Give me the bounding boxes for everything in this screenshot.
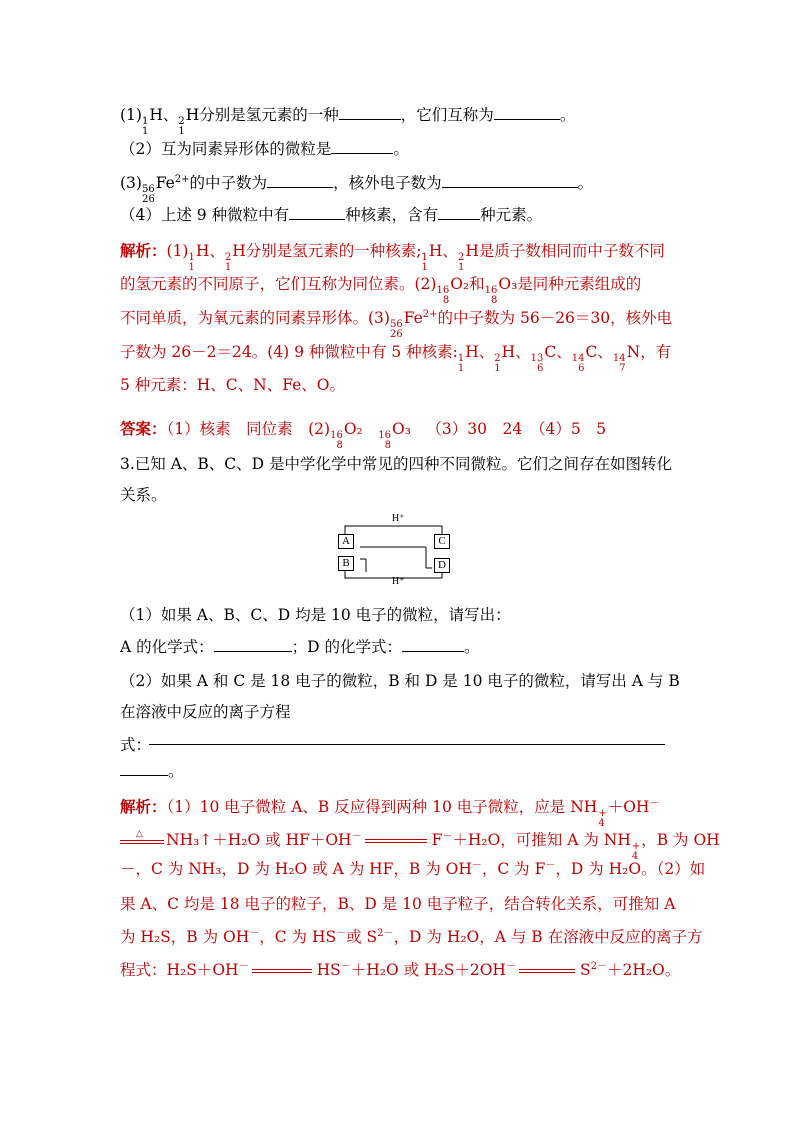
answer-blank[interactable]	[442, 173, 578, 188]
question-2-part-3: (3) 56 26 $Fe^{2+}$的中子数为 ，核外电子数为 。	[120, 173, 594, 205]
isotope-fe: 56 26 $Fe^{2+}$	[141, 173, 190, 205]
answer-1: 答案：（1）核素 同位素 (2) 16 8 O₂ 16 8 O₃ （3）30 24 （4）5 5	[120, 419, 607, 451]
equilibrium-sign-heat: △	[120, 833, 166, 849]
analysis-2-line-3: －，C 为 NH₃，D 为 H₂O 或 A 为 HF，B 为 OH－，C 为 F－，D 为 H₂O。（2）如	[120, 859, 706, 878]
conversion-diagram	[330, 512, 460, 590]
diagram-node-b: B	[338, 556, 354, 571]
question-3-part-2-line-2: 在溶液中反应的离子方程	[120, 703, 291, 721]
diagram-node-a: A	[338, 534, 354, 549]
answer-blank[interactable]	[289, 205, 345, 220]
diagram-node-d: D	[434, 558, 450, 573]
answer-blank[interactable]	[331, 139, 393, 154]
analysis-label: 解析：	[120, 797, 167, 816]
isotope-h2: 2 1 H	[178, 106, 200, 137]
question-3-line-1: 3.已知 A、B、C、D 是中学化学中常见的四种不同微粒。它们之间存在如图转化	[120, 455, 673, 473]
analysis-2-line-5: 为 H₂S，B 为 OH－，C 为 HS－或 $S^{2-}$，D 为 H₂O，A 与 B 在溶液中反应的离子方	[120, 927, 703, 946]
answer-blank[interactable]	[402, 637, 464, 652]
analysis-2-line-6: 程式：H₂S＋OH－ HS－＋H₂O 或 H₂S＋2OH－ $S^{2-}+2H_2O$。	[120, 960, 681, 979]
analysis-1-line-1: 解析：(1) 1 1 H、 2 1 H分别是氢元素的一种核素; 1 1 H、 2 1 H是质子数相同而中子数不同	[120, 241, 665, 273]
question-3-part-2-line-3: 式：	[120, 736, 152, 754]
analysis-1-line-3: 不同单质，为氧元素的同素异形体。(3) 56 26 $Fe^{2+}$的中子数为 56－26＝30，核外电	[120, 308, 673, 340]
question-3-line-2: 关系。	[120, 486, 167, 504]
question-3-part-2-line-4: 。	[120, 760, 184, 782]
answer-blank[interactable]	[120, 761, 168, 776]
analysis-1-line-4: 子数为 26－2＝24。(4) 9 种微粒中有 5 种核素: 1 1 H、 2 1 H、 13 6 C、 14 6 C、 14 7 N，有	[120, 343, 672, 374]
question-2-part-2: （2）互为同素异形体的微粒是 。	[120, 140, 409, 158]
answer-blank[interactable]	[214, 637, 292, 652]
answer-label: 答案：	[120, 419, 167, 438]
answer-blank-long[interactable]	[149, 744, 665, 745]
answer-blank[interactable]	[438, 205, 480, 220]
analysis-2-line-4: 果 A、C 均是 18 电子的粒子，B、D 是 10 电子粒子，结合转化关系，可推知 A	[120, 895, 676, 913]
answer-blank[interactable]	[267, 173, 333, 188]
equals-sign	[365, 833, 429, 849]
equals-sign	[519, 963, 577, 979]
analysis-1-line-5: 5 种元素：H、C、N、Fe、O。	[120, 376, 346, 394]
analysis-2-line-2: △ NH₃↑＋H₂O 或 HF＋OH－ F－＋H₂O，可推知 A 为 NH + 4 ，B 为 OH	[120, 829, 720, 862]
equals-sign	[252, 963, 314, 979]
answer-blank[interactable]	[339, 105, 401, 120]
question-3-part-2-line-1: （2）如果 A 和 C 是 18 电子的微粒，B 和 D 是 10 电子的微粒，请写出 A 与 B	[120, 672, 680, 690]
diagram-label-top: H⁺	[392, 513, 405, 524]
question-2-part-4: （4）上述 9 种微粒中有 种核素，含有 种元素。	[120, 206, 543, 224]
analysis-1-line-2: 的氢元素的不同原子，它们互称为同位素。(2) 16 8 O₂和 16 8 O₃是同种元素组成的	[120, 275, 642, 306]
diagram-label-bottom: H⁺	[392, 576, 405, 587]
analysis-label: 解析：	[120, 241, 167, 260]
answer-blank[interactable]	[494, 105, 560, 120]
text: (1)	[120, 106, 142, 124]
analysis-2-line-1: 解析：（1）10 电子微粒 A、B 反应得到两种 10 电子微粒，应是 NH + 4 ＋OH－	[120, 797, 660, 829]
question-3-part-1: （1）如果 A、B、C、D 均是 10 电子的微粒，请写出：	[120, 606, 511, 624]
question-3-part-1-blanks: A 的化学式： ；D 的化学式： 。	[120, 638, 480, 656]
isotope-h1: 1 1 H、	[141, 106, 179, 137]
question-2-part-1: (1) 1 1 H、 2 1 H分别是氢元素的一种 ，它们互称为 。	[120, 106, 576, 137]
diagram-node-c: C	[434, 534, 450, 549]
